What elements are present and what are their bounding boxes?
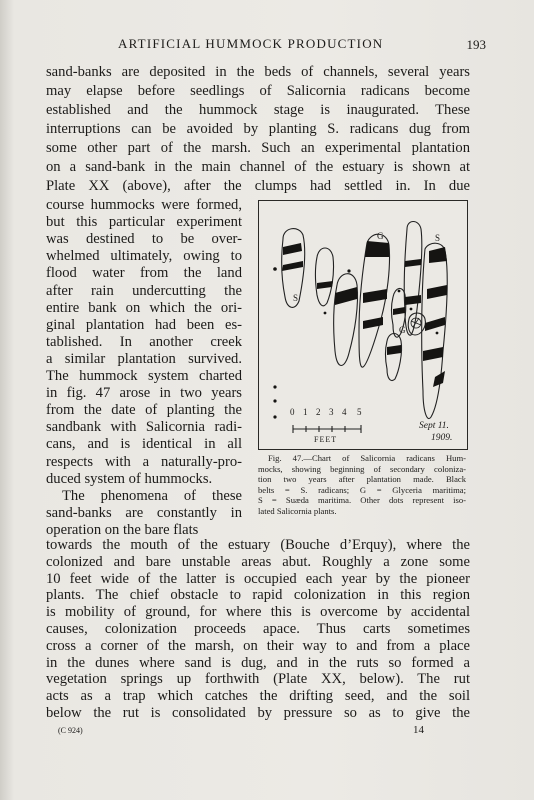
body-line: sand-banks are deposited in the beds of channels, several years (46, 64, 470, 80)
suaeda-label: S (435, 233, 441, 243)
body-line: 10 feet wide of the latter is occupied each year by the pioneer (46, 570, 470, 587)
body-line: towards the mouth of the estuary (Bouche d’Erquy), where the (46, 537, 470, 553)
scale-number: 4 (342, 407, 347, 417)
hummock-outline (422, 243, 447, 418)
salicornia-belt (425, 317, 445, 331)
hummock-outline (386, 334, 402, 381)
body-line: Plate XX (above), after the clumps had settled in. In due (46, 178, 470, 194)
caption-line: S = Suæda maritima. Other dots represent iso- (258, 495, 466, 506)
salicornia-belt (365, 241, 389, 257)
body-line: duced system of hummocks. (46, 470, 213, 487)
isolated-plant-dot (273, 399, 276, 402)
hummock-outline (316, 248, 334, 306)
salicornia-belt (282, 261, 303, 271)
body-line: cans, and is identical in all (46, 436, 242, 453)
body-line: sand-banks are constantly in (46, 504, 242, 521)
body-line: in fig. 47 arose in two years (46, 385, 242, 402)
salicornia-belt (387, 345, 401, 355)
body-line: a similar plantation survived. (46, 350, 242, 367)
body-line: in the dunes where sand is dug, and in the ruts so formed a (46, 654, 470, 671)
signature-number: 14 (413, 724, 424, 736)
salicornia-belt (317, 281, 333, 289)
scale-bar (293, 425, 361, 433)
isolated-plant-dot (410, 308, 413, 311)
salicornia-belt (363, 317, 383, 329)
caption-line: lated Salicornia plants. (258, 505, 337, 516)
body-line: ginal plantation had been es- (46, 316, 242, 333)
scale-number: 0 (290, 407, 295, 417)
running-head: ARTIFICIAL HUMMOCK PRODUCTION (118, 36, 384, 51)
body-line: from the date of planting the (46, 402, 242, 419)
body-line: The phenomena of these (62, 487, 242, 504)
date-line: 1909. (431, 433, 453, 443)
body-line: plants. The chief obstacle to rapid colonization in this region (46, 587, 470, 604)
body-line: cross a corner of the marsh, on their way to and from a place (46, 637, 470, 654)
hummock-outline (334, 274, 358, 366)
page-header (46, 36, 486, 54)
salicornia-belt (405, 295, 421, 305)
salicornia-belt (429, 247, 447, 263)
caption-line: tion two years after plantation made. Black (258, 474, 466, 485)
isolated-plant-dot (398, 290, 401, 293)
caption-line: Fig. 47.—Chart of Salicornia radicans Hum- (268, 453, 466, 463)
body-line: respects with a naturally-pro- (46, 453, 242, 470)
caption-line: mocks, showing beginning of secondary coloniza- (258, 463, 466, 474)
body-line: some other part of the marsh. Such an experimental plantation (46, 140, 470, 156)
caption-line: belts = S. radicans; G = Glyceria maritima; (258, 484, 466, 495)
scale-number: 1 (303, 407, 308, 417)
body-line: tablished. In another creek (46, 333, 242, 350)
scale-number: 3 (329, 407, 334, 417)
body-line: course hummocks were formed, (46, 197, 242, 213)
page-number: 193 (466, 37, 486, 52)
body-line: established and the hummock stage is inaugurated. These (46, 102, 470, 118)
salicornia-belt (335, 287, 357, 305)
isolated-plant-dot (324, 312, 327, 315)
isolated-plant-dot (347, 269, 350, 272)
salicornia-belt (423, 347, 443, 361)
body-line: colonized and bare unstable areas abut. Roughly a zone some (46, 553, 470, 570)
body-line: may elapse before seedlings of Salicornia radicans become (46, 83, 470, 99)
scale-number: 2 (316, 407, 321, 417)
body-line: on a sand-bank in the main channel of the estuary is shown at (46, 159, 470, 175)
body-line: whelmed ultimately, owing to (46, 248, 242, 265)
suaeda-label: S (293, 293, 299, 303)
body-line: after rain undercutting the (46, 282, 242, 299)
body-line: interruptions can be avoided by planting S. radicans dug from (46, 121, 470, 137)
glyceria-label: G (377, 231, 384, 241)
body-line: entire bank on which the ori- (46, 299, 242, 316)
isolated-plant-dot (273, 267, 277, 271)
salicornia-belt (393, 307, 405, 315)
body-line: below the rut is consolidated by pressure so as to give the (46, 705, 470, 721)
figure-caption (258, 453, 466, 517)
salicornia-belt (405, 259, 421, 267)
salicornia-belt (427, 285, 447, 299)
figure-47-chart (258, 200, 468, 450)
body-line: vegetation springs up forthwith (Plate XX, below). The rut (46, 671, 470, 688)
glyceria-label: G (399, 325, 406, 335)
body-line: The hummock system charted (46, 368, 242, 384)
body-line: is mobility of ground, for where this is overcome by accidental (46, 604, 470, 621)
body-line: was destined to be over- (46, 231, 242, 248)
body-line: but this particular experiment (46, 214, 242, 231)
body-line: sandbank with Salicornia radi- (46, 419, 242, 436)
body-line: flood water from the land (46, 265, 242, 282)
printer-signature: (C 924) (58, 726, 83, 735)
salicornia-belt (433, 371, 445, 387)
isolated-plant-dot (273, 415, 276, 418)
body-line: operation on the bare flats (46, 521, 199, 538)
date-line: Sept 11. (419, 421, 449, 431)
isolated-plant-dot (273, 385, 276, 388)
scale-unit: FEET (314, 435, 338, 444)
scale-number: 5 (357, 407, 362, 417)
body-line: causes, colonization proceeds apace. Thus carts sometimes (46, 621, 470, 637)
isolated-plant-dot (436, 332, 439, 335)
body-line: acts as a trap which catches the drifting seed, and the soil (46, 688, 470, 705)
glyceria-patch (411, 318, 421, 328)
salicornia-belt (363, 289, 387, 303)
salicornia-belt (283, 243, 302, 255)
